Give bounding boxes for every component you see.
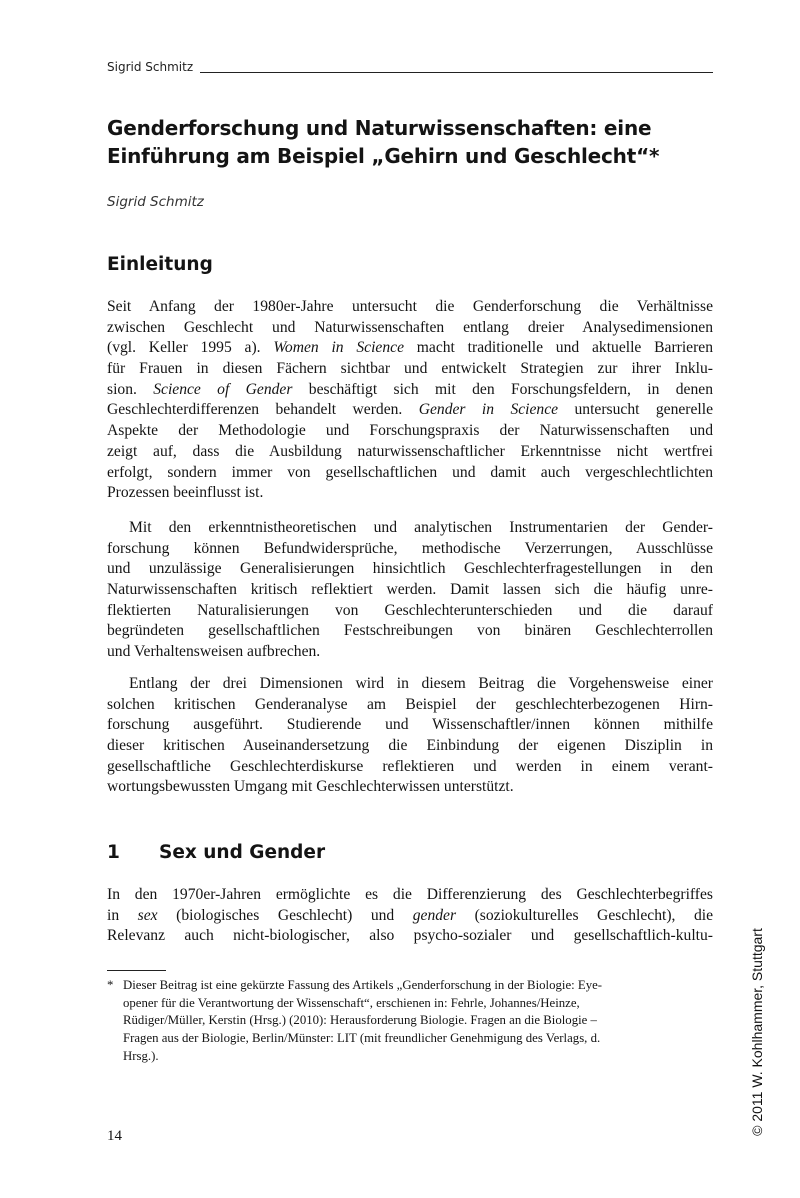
text-line (107, 400, 713, 421)
text-line: flektierten Naturalisierungen von Geschlechterunterschieden und die darauf (107, 601, 713, 619)
text-line: forschung ausgeführt. Studierende und Wissenschaftler/innen können mithilfe (107, 716, 713, 734)
text-line: und Verhaltensweisen aufbrechen. (107, 643, 321, 661)
page-number: 14 (107, 1128, 122, 1144)
text-line: Aspekte der Methodologie und Forschungspraxis der Naturwissenschaften und (107, 422, 713, 440)
running-head-rule (200, 72, 713, 73)
section-heading-sex-und-gender (107, 842, 325, 863)
footnote-rule (107, 970, 166, 971)
footnote-line (107, 977, 713, 995)
footnote-line: Fragen aus der Biologie, Berlin/Münster: LIT (mit freundlicher Genehmigung des Verlags, d. (123, 1031, 601, 1046)
footnote-line: opener für die Verantwortung der Wissenschaft“, erschienen in: Fehrle, Johannes/Heinze, (123, 995, 580, 1010)
text-line: forschung können Befundwidersprüche, methodische Verzerrungen, Ausschlüsse (107, 539, 713, 557)
article-author: Sigrid Schmitz (107, 194, 204, 210)
running-head-author: Sigrid Schmitz (107, 60, 194, 74)
running-head (107, 60, 713, 80)
text-line: solchen kritischen Genderanalyse am Beispiel der geschlechterbezogenen Hirn- (107, 695, 713, 713)
text-line: Seit Anfang der 1980er-Jahre untersucht die Genderforschung die Verhältnisse (107, 298, 713, 315)
text-run: in (107, 906, 138, 924)
italic-term: Gender in Science (418, 401, 559, 419)
article-title-line-1: Genderforschung und Naturwissenschaften: eine (107, 116, 652, 140)
text-run: untersucht generelle (558, 401, 713, 419)
text-line: und unzulässige Generalisierungen hinsichtlich Geschlechterfragestellungen in den (107, 560, 713, 578)
copyright-notice-container (744, 887, 770, 1177)
intro-paragraph-3 (107, 674, 713, 798)
text-line: dieser kritischen Auseinandersetzung die Einbindung der eigenen Disziplin in (107, 737, 713, 755)
article-title-line-2: Einführung am Beispiel „Gehirn und Geschlecht“* (107, 144, 660, 168)
text-line (107, 906, 713, 927)
text-line: gesellschaftliche Geschlechterdiskurse reflektieren und werden in einem verant- (107, 757, 713, 775)
text-line: zeigt auf, dass die Ausbildung naturwissenschaftlicher Erkenntnisse nicht wertfrei (107, 442, 713, 460)
copyright-notice: © 2011 W. Kohlhammer, Stuttgart (749, 928, 765, 1136)
intro-paragraph-1 (107, 297, 713, 504)
text-run: (vgl. Keller 1995 a). (107, 339, 274, 357)
footnote-line: Rüdiger/Müller, Kerstin (Hrsg.) (2010): Herausforderung Biologie. Fragen an die Biologie – (123, 1013, 597, 1028)
text-run: Geschlechterdifferenzen behandelt werden. (107, 401, 419, 419)
text-line: In den 1970er-Jahren ermöglichte es die Differenzierung des Geschlechterbegriffes (107, 886, 713, 903)
italic-term: sex (137, 906, 158, 924)
text-run: macht traditionelle und aktuelle Barrieren (404, 339, 713, 357)
footnote (107, 977, 713, 1065)
section-heading-intro: Einleitung (107, 254, 213, 275)
text-run: (soziokulturelles Geschlecht), die (456, 906, 714, 924)
text-run: beschäftigt sich mit den Forschungsfeldern, in denen (292, 380, 713, 398)
text-run: (biologisches Geschlecht) und (157, 906, 413, 924)
text-line: begründeten gesellschaftlichen Festschreibungen von binären Geschlechterrollen (107, 622, 713, 640)
text-line: Mit den erkenntnistheoretischen und analytischen Instrumentarien der Gender- (129, 519, 713, 536)
italic-term: Science of Gender (153, 380, 293, 398)
text-run: Dieser Beitrag ist eine gekürzte Fassung des Artikels „Genderforschung in der Biologie: Eye- (123, 978, 603, 992)
text-line: Relevanz auch nicht-biologischer, also psycho-sozialer und gesellschaftlich-kultu- (107, 927, 713, 945)
italic-term: Women in Science (273, 339, 404, 357)
article-title (107, 114, 727, 170)
italic-term: gender (412, 906, 457, 924)
text-line: zwischen Geschlecht und Naturwissenschaften entlang dreier Analysedimensionen (107, 318, 713, 336)
footnote-line: Hrsg.). (123, 1048, 159, 1063)
text-line: Naturwissenschaften kritisch reflektiert werden. Damit lassen sich die häufig unre- (107, 581, 713, 599)
text-run: sion. (107, 380, 154, 398)
text-line: für Frauen in diesen Fächern sichtbar und entwickelt Strategien zur ihrer Inklu- (107, 360, 713, 378)
intro-paragraph-2 (107, 518, 713, 663)
section-number: 1 (107, 842, 120, 863)
section1-paragraph (107, 885, 713, 947)
text-line: erfolgt, sondern immer von gesellschaftlichen und damit auch vergeschlechtlichten (107, 463, 713, 481)
text-line (107, 338, 713, 359)
section-title: Sex und Gender (159, 842, 326, 863)
text-line: Entlang der drei Dimensionen wird in diesem Beitrag die Vorgehensweise einer (129, 675, 713, 692)
text-line: Prozessen beeinflusst ist. (107, 484, 264, 502)
text-line: wortungsbewussten Umgang mit Geschlechterwissen unterstützt. (107, 778, 514, 796)
footnote-mark: * (107, 978, 114, 992)
text-line (107, 380, 713, 401)
